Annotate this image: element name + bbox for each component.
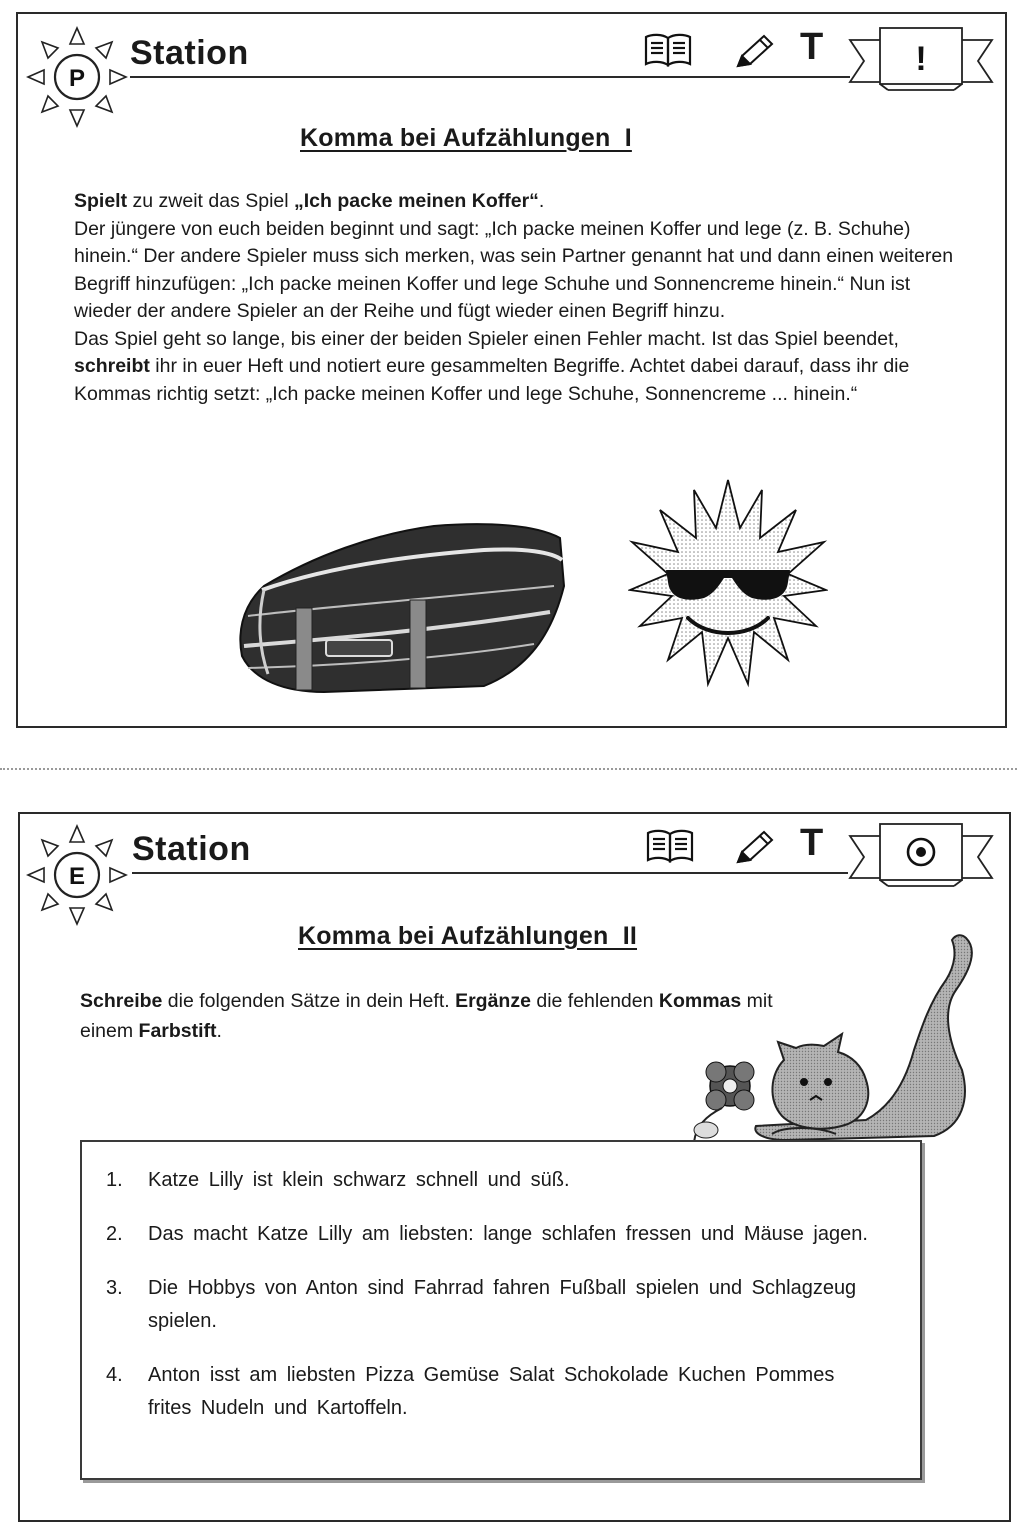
pencil-icon — [732, 828, 776, 868]
instructions — [74, 188, 954, 408]
header-line — [130, 76, 850, 78]
banner-symbol: ! — [915, 40, 927, 78]
list-item — [106, 1218, 886, 1251]
exercise-box — [80, 1140, 922, 1480]
badge-letter: E — [68, 863, 86, 890]
item-number: 3. — [106, 1277, 123, 1299]
header-line — [132, 872, 848, 874]
text-task-icon: T — [800, 822, 824, 864]
list-item — [106, 1272, 886, 1338]
cat-icon — [666, 930, 976, 1160]
item-text: Die Hobbys von Anton sind Fahrrad fahren Fußball spielen und Schlagzeug spielen. — [148, 1277, 857, 1332]
item-number: 4. — [106, 1364, 123, 1386]
badge-letter: P — [68, 65, 86, 92]
station-card-p — [16, 12, 1007, 728]
item-text: Katze Lilly ist klein schwarz schnell und süß. — [148, 1169, 570, 1191]
instruction-text: Schreibe die folgenden Sätze in dein Heft. Ergänze die fehlenden Kommas mit einem Farbstift. — [80, 990, 773, 1042]
book-icon — [644, 32, 692, 68]
book-icon — [646, 828, 694, 864]
text-task-icon: T — [800, 26, 824, 68]
station-label: Station — [130, 34, 249, 72]
list-item — [106, 1359, 886, 1425]
instruction-line-1: Spielt zu zweit das Spiel „Ich packe meinen Koffer“. — [74, 190, 545, 212]
instruction-paragraph-2: Der jüngere von euch beiden beginnt und sagt: „Ich packe meinen Koffer und lege (z. B. Schuhe) hinein.“ Der andere Spieler muss sich merken, was sein Partner genannt hat und dann einen weiteren Begriff hinzufügen: „Ich packe meinen Koffer und lege Schuhe und Sonnencreme hinein.“ Nun ist wieder der andere Spieler an der Reihe und fügt wieder einen Begriff hinzu. — [74, 217, 954, 322]
station-label: Station — [132, 830, 251, 868]
banner-icon — [848, 816, 994, 888]
item-number: 1. — [106, 1169, 123, 1191]
sunglasses-sun-icon — [628, 478, 828, 690]
item-text: Anton isst am liebsten Pizza Gemüse Salat Schokolade Kuchen Pommes frites Nudeln und Kartoffeln. — [148, 1364, 835, 1419]
cut-line-divider — [0, 768, 1017, 770]
card-title: Komma bei Aufzählungen II — [298, 922, 638, 950]
sun-badge-icon — [24, 24, 130, 130]
suitcase-icon — [234, 516, 574, 700]
card-title: Komma bei Aufzählungen I — [300, 124, 632, 152]
item-text: Das macht Katze Lilly am liebsten: lange schlafen fressen und Mäuse jagen. — [148, 1223, 868, 1245]
sun-badge-icon — [24, 822, 130, 928]
list-item — [106, 1164, 886, 1197]
exercise-list — [106, 1164, 886, 1446]
instruction-paragraph-3: Das Spiel geht so lange, bis einer der beiden Spieler einen Fehler macht. Ist das Spiel beendet, schreibt ihr in euer Heft und notiert eure gesammelten Begriffe. Achtet dabei darauf, dass ihr die Kommas richtig setzt: „Ich packe meinen Koffer und lege Schuhe, Sonnencreme ... hinein.“ — [74, 327, 910, 405]
flower-icon — [694, 1062, 754, 1142]
pencil-icon — [732, 32, 776, 72]
item-number: 2. — [106, 1223, 123, 1245]
banner-icon — [848, 20, 994, 92]
